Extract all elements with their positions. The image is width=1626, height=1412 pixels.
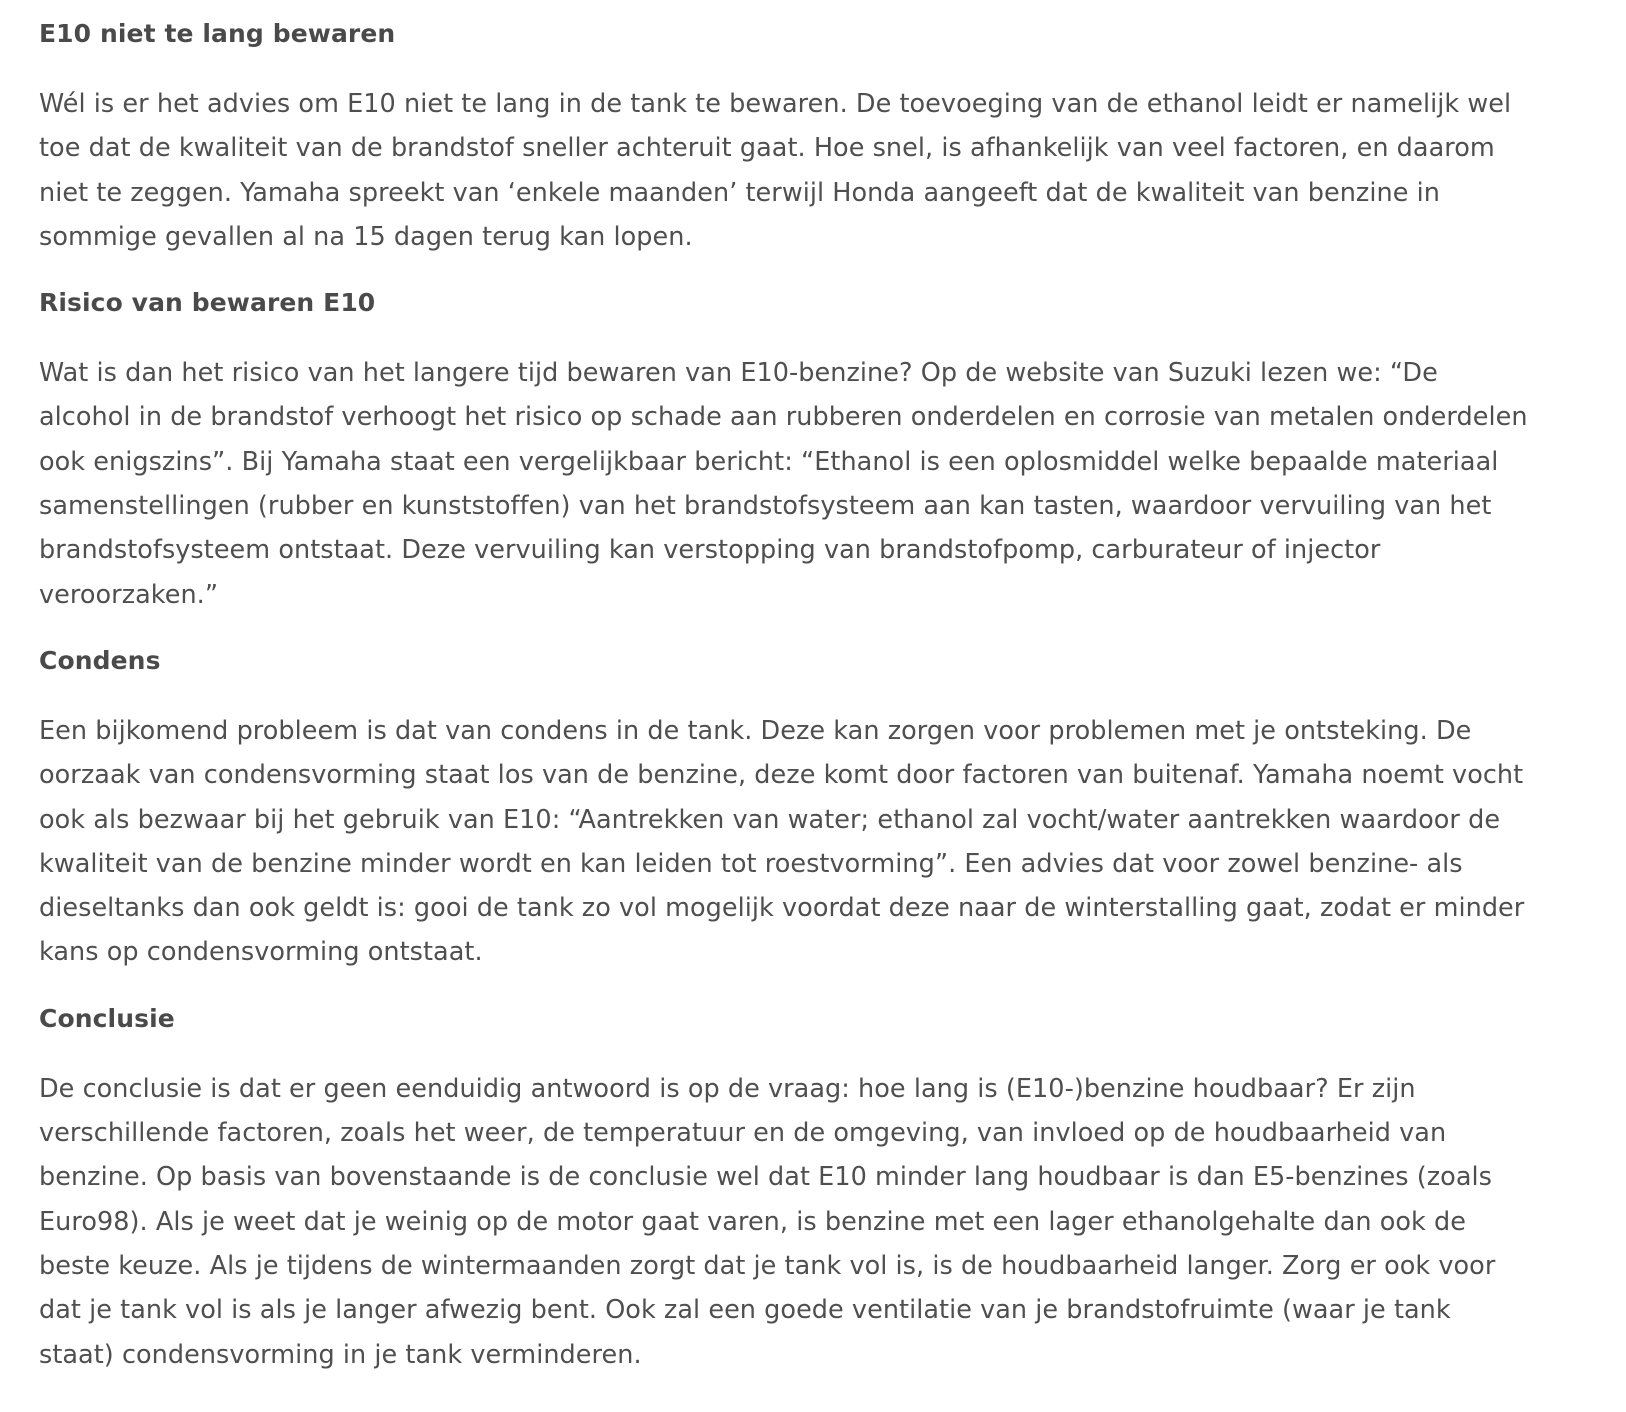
section-heading: Risico van bewaren E10 [39,288,376,318]
article-body [39,14,1529,1377]
section-paragraph: Wat is dan het risico van het langere tijd bewaren van E10-benzine? Op de website van Suzuki lezen we: “De alcohol in de brandstof verhoogt het risico op schade aan rubberen onderdelen en corrosie van metalen onderdelen ook enigszins”. Bij Yamaha staat een vergelijkbaar bericht: “Ethanol is een oplosmiddel welke bepaalde materiaal samenstellingen (rubber en kunststoffen) van het brandstofsysteem aan kan tasten, waardoor vervuiling van het brandstofsysteem ontstaat. Deze vervuiling kan verstopping van brandstofpomp, carburateur of injector veroorzaken.” [39,358,1528,610]
section-condensation [39,641,1529,975]
section-heading: Condens [39,645,161,675]
section-conclusion [39,999,1529,1377]
section-paragraph: Een bijkomend probleem is dat van condens in de tank. Deze kan zorgen voor problemen met je ontsteking. De oorzaak van condensvorming staat los van de benzine, deze komt door factoren van buitenaf. Yamaha noemt vocht ook als bezwaar bij het gebruik van E10: “Aantrekken van water; ethanol zal vocht/water aantrekken waardoor de kwaliteit van de benzine minder wordt en kan leiden tot roestvorming”. Een advies dat voor zowel benzine- als dieseltanks dan ook geldt is: gooi de tank zo vol mogelijk voordat deze naar de winterstalling gaat, zodat er minder kans op condensvorming ontstaat. [39,715,1525,968]
section-storage-risk [39,283,1529,617]
section-paragraph: Wél is er het advies om E10 niet te lang in de tank te bewaren. De toevoeging van de ethanol leidt er namelijk wel toe dat de kwaliteit van de brandstof sneller achteruit gaat. Hoe snel, is afhankelijk van veel factoren, en daarom niet te zeggen. Yamaha spreekt van ‘enkele maanden’ terwijl Honda aangeeft dat de kwaliteit van benzine in sommige gevallen al na 15 dagen terug kan lopen. [39,89,1512,252]
section-e10-storage [39,14,1529,259]
section-heading: Conclusie [39,1003,175,1033]
section-heading: E10 niet te lang bewaren [39,19,396,48]
section-paragraph: De conclusie is dat er geen eenduidig antwoord is op de vraag: hoe lang is (E10-)benzine houdbaar? Er zijn verschillende factoren, zoals het weer, de temperatuur en de omgeving, van invloed op de houdbaarheid van benzine. Op basis van bovenstaande is de conclusie wel dat E10 minder lang houdbaar is dan E5-benzines (zoals Euro98). Als je weet dat je weinig op de motor gaat varen, is benzine met een lager ethanolgehalte dan ook de beste keuze. Als je tijdens de wintermaanden zorgt dat je tank vol is, is de houdbaarheid langer. Zorg er ook voor dat je tank vol is als je langer afwezig bent. Ook zal een goede ventilatie van je brandstofruimte (waar je tank staat) condensvorming in je tank verminderen. [39,1073,1496,1370]
